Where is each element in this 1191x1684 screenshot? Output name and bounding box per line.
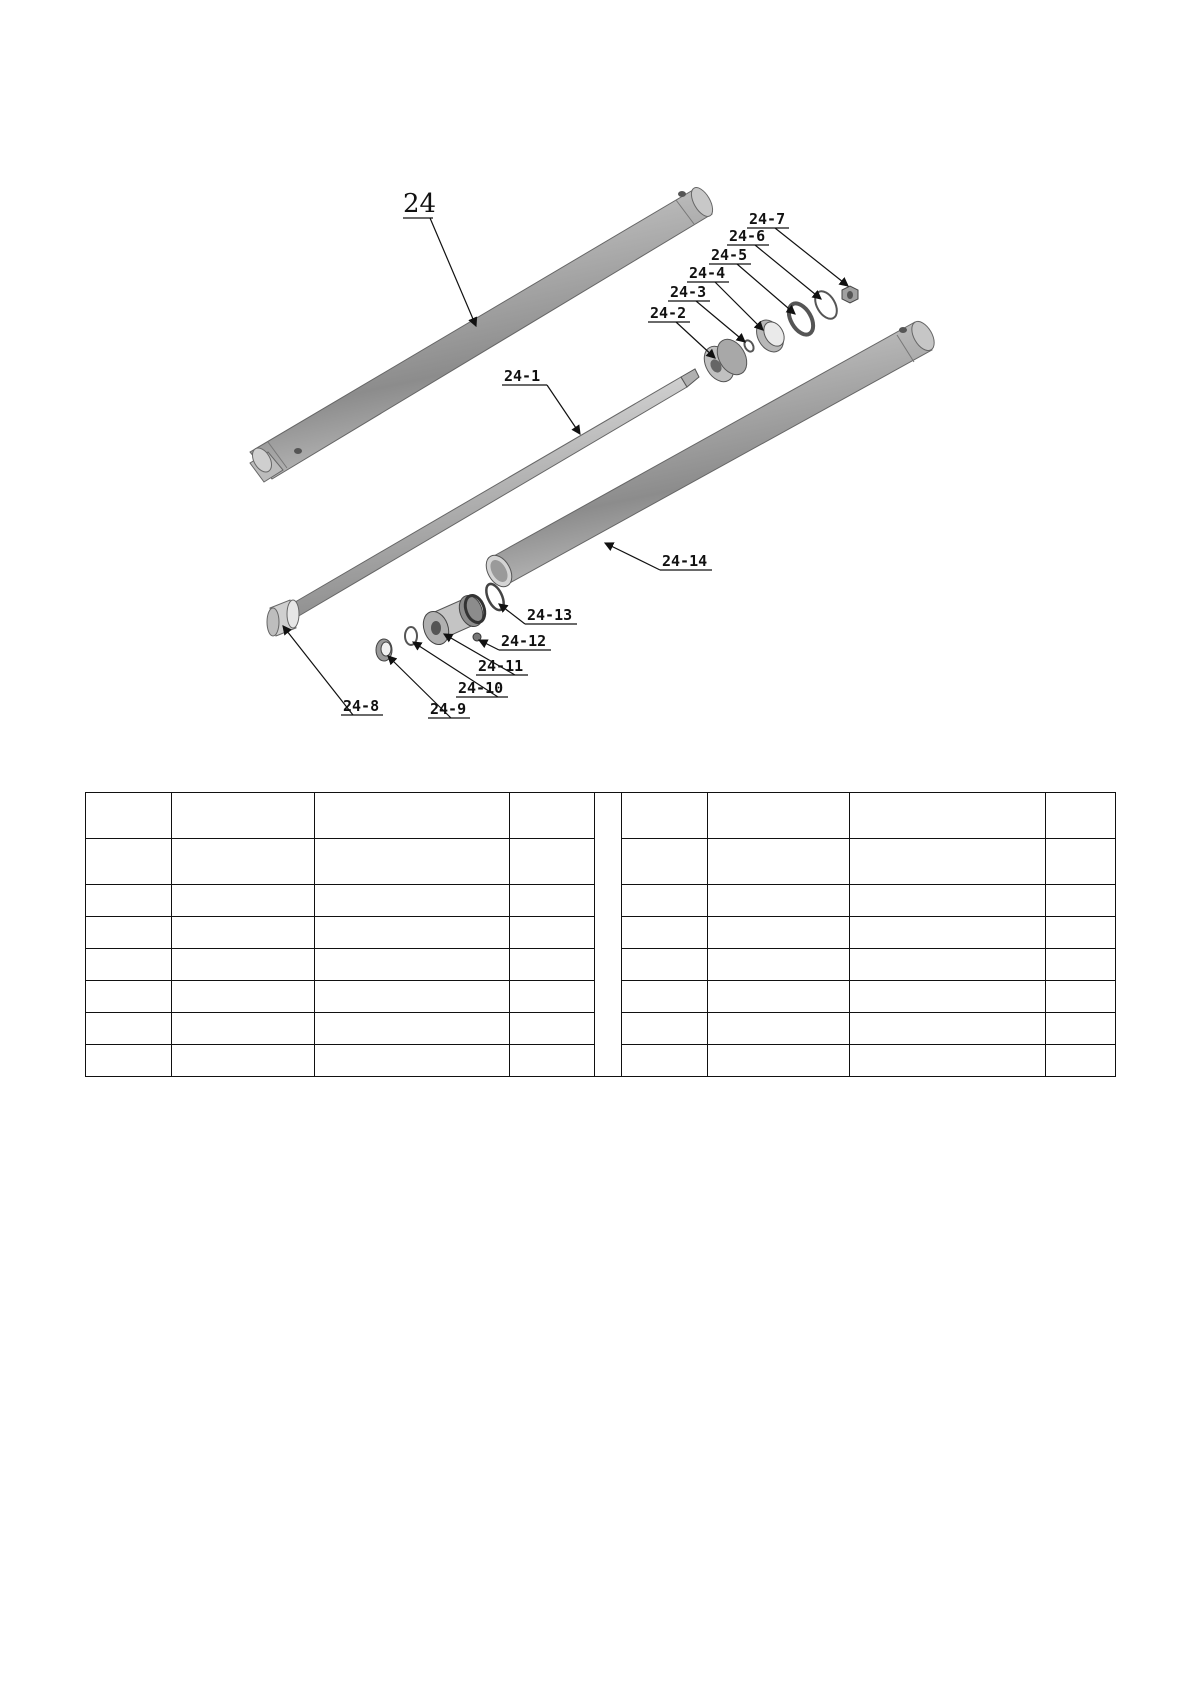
table-gap (595, 839, 622, 885)
table-gap (595, 949, 622, 981)
table-cell (86, 1045, 172, 1077)
table-cell (622, 981, 708, 1013)
table-cell (172, 1013, 315, 1045)
callout-24-14: 24-14 (662, 552, 708, 570)
table-cell (850, 1045, 1046, 1077)
table-row (86, 885, 1116, 917)
callout-24-10: 24-10 (458, 679, 504, 697)
table-cell (510, 793, 595, 839)
table-cell (315, 917, 510, 949)
callout-24-9: 24-9 (430, 700, 467, 718)
parts-list-table (85, 792, 1116, 1077)
table-cell (622, 1013, 708, 1045)
table-cell (622, 885, 708, 917)
table-cell (850, 1013, 1046, 1045)
table-cell (1046, 1013, 1116, 1045)
table-cell (315, 981, 510, 1013)
table-gap (595, 1013, 622, 1045)
table-cell (510, 949, 595, 981)
assembled-cylinder (249, 184, 717, 482)
table-cell (850, 981, 1046, 1013)
callout-24-12: 24-12 (501, 632, 547, 650)
table-row (86, 839, 1116, 885)
table-cell (850, 793, 1046, 839)
table-cell (172, 981, 315, 1013)
table-cell (708, 917, 850, 949)
table-cell (510, 885, 595, 917)
callout-24-7: 24-7 (749, 210, 786, 228)
table-cell (172, 949, 315, 981)
table-cell (172, 917, 315, 949)
table-cell (510, 1013, 595, 1045)
table-cell (622, 949, 708, 981)
table-cell (510, 839, 595, 885)
table-cell (850, 917, 1046, 949)
callout-24-3: 24-3 (670, 283, 707, 301)
callout-24-4: 24-4 (689, 264, 726, 282)
table-row (86, 793, 1116, 839)
table-cell (622, 1045, 708, 1077)
table-cell (622, 793, 708, 839)
table-cell (315, 839, 510, 885)
wear-ring (784, 299, 818, 338)
table-cell (172, 1045, 315, 1077)
table-cell (86, 949, 172, 981)
table-cell (708, 1013, 850, 1045)
table-cell (172, 793, 315, 839)
callout-24-8: 24-8 (343, 697, 380, 715)
table-cell (86, 793, 172, 839)
table-cell (315, 1013, 510, 1045)
table-cell (86, 981, 172, 1013)
table-gap (595, 917, 622, 949)
table-row (86, 1013, 1116, 1045)
table-cell (1046, 839, 1116, 885)
table-cell (315, 949, 510, 981)
table-gap (595, 1045, 622, 1077)
table-gap (595, 793, 622, 839)
table-row (86, 917, 1116, 949)
piston-seal (751, 315, 789, 356)
table-gap (595, 885, 622, 917)
table-cell (172, 839, 315, 885)
callout-24-1: 24-1 (504, 367, 541, 385)
table-row (86, 1045, 1116, 1077)
bushing (267, 600, 299, 636)
table-cell (510, 917, 595, 949)
table-cell (1046, 981, 1116, 1013)
table-cell (1046, 1045, 1116, 1077)
table-row (86, 949, 1116, 981)
table-cell (1046, 949, 1116, 981)
table-cell (172, 885, 315, 917)
parts-table-body (86, 793, 1116, 1077)
table-cell (708, 793, 850, 839)
o-ring-large (811, 288, 842, 323)
table-cell (86, 839, 172, 885)
table-cell (850, 949, 1046, 981)
table-cell (850, 885, 1046, 917)
table-cell (510, 981, 595, 1013)
table-cell (708, 981, 850, 1013)
table-cell (1046, 917, 1116, 949)
table-cell (510, 1045, 595, 1077)
table-cell (86, 917, 172, 949)
table-cell (708, 885, 850, 917)
table-cell (1046, 885, 1116, 917)
callout-24-11: 24-11 (478, 657, 524, 675)
table-cell (315, 1045, 510, 1077)
table-cell (708, 949, 850, 981)
table-gap (595, 981, 622, 1013)
assembly-label: 24 (403, 189, 437, 219)
table-cell (708, 1045, 850, 1077)
callout-24-2: 24-2 (650, 304, 687, 322)
callout-24-6: 24-6 (729, 227, 766, 245)
callout-24-13: 24-13 (527, 606, 573, 624)
table-cell (86, 885, 172, 917)
rod-o-ring (405, 627, 417, 645)
table-cell (708, 839, 850, 885)
table-cell (315, 793, 510, 839)
table-cell (1046, 793, 1116, 839)
table-cell (315, 885, 510, 917)
table-cell (86, 1013, 172, 1045)
callout-24-5: 24-5 (711, 246, 748, 264)
table-cell (850, 839, 1046, 885)
lock-nut (842, 286, 858, 303)
exploded-parts-diagram (0, 0, 1191, 760)
table-row (86, 981, 1116, 1013)
table-cell (622, 917, 708, 949)
table-cell (622, 839, 708, 885)
